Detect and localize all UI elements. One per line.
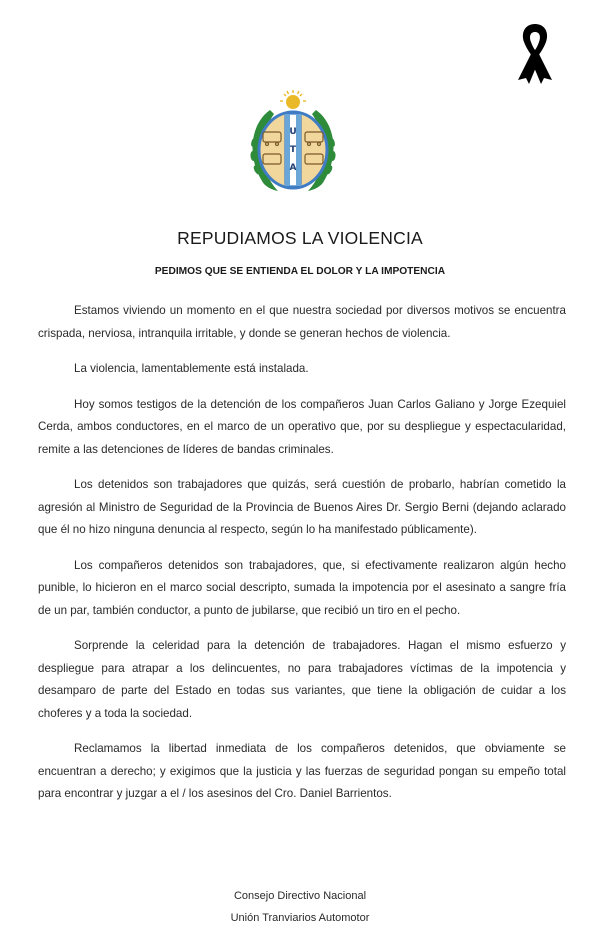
document-subtitle: PEDIMOS QUE SE ENTIENDA EL DOLOR Y LA IMPOTENCIA xyxy=(154,266,446,277)
mourning-ribbon-icon xyxy=(512,20,558,86)
signature-line-union: Unión Tranviarios Automotor xyxy=(230,912,370,924)
logo-letter-u: U xyxy=(289,127,297,137)
paragraph: Reclamamos la libertad inmediata de los compañeros detenidos, que obviamente se encuentran a derecho; y exigimos que la justicia y las fuerzas de seguridad pongan su empeño total para encontrar y juzgar a el / los asesinos del Cro. Daniel Barrientos. xyxy=(38,742,566,800)
logo-letter-t: T xyxy=(289,145,297,155)
paragraph: La violencia, lamentablemente está instalada. xyxy=(74,362,309,375)
document-body xyxy=(38,300,566,819)
logo-letter-a: A xyxy=(289,163,297,173)
uta-logo xyxy=(240,88,346,198)
paragraph: Los detenidos son trabajadores que quizás, será cuestión de probarlo, habrían cometido la agresión al Ministro de Seguridad de la Provincia de Buenos Aires Dr. Sergio Berni (dejando aclarado que él no hizo ninguna denuncia al respecto, según lo ha manifestado públicamente). xyxy=(38,478,566,536)
sun-icon xyxy=(280,90,306,109)
paragraph: Sorprende la celeridad para la detención de trabajadores. Hagan el mismo esfuerzo y despliegue para atrapar a los delincuentes, no para trabajadores víctimas de la impotencia y desamparo de parte del Estado en todas sus variantes, que tiene la obligación de cuidar a los choferes y a toda la sociedad. xyxy=(38,639,566,720)
signature-block xyxy=(0,885,600,929)
signature-line-council: Consejo Directivo Nacional xyxy=(233,890,367,902)
paragraph: Hoy somos testigos de la detención de los compañeros Juan Carlos Galiano y Jorge Ezequiel Cerda, ambos conductores, en el marco de un operativo que, por su despliegue y espectacularidad, remite a las detenciones de líderes de bandas criminales. xyxy=(38,397,566,456)
paragraph: Estamos viviendo un momento en el que nuestra sociedad por diversos motivos se encuentra crispada, nerviosa, intranquila irritable, y donde se generan hechos de violencia. xyxy=(38,304,566,340)
document-title: REPUDIAMOS LA VIOLENCIA xyxy=(177,228,423,248)
paragraph: Los compañeros detenidos son trabajadores, que, si efectivamente realizaron algún hecho punible, lo hicieron en el marco social descripto, sumada la impotencia por el asesinato a sangre fría de un par, también conductor, a punto de jubilarse, que recibió un tiro en el pecho. xyxy=(38,558,566,617)
